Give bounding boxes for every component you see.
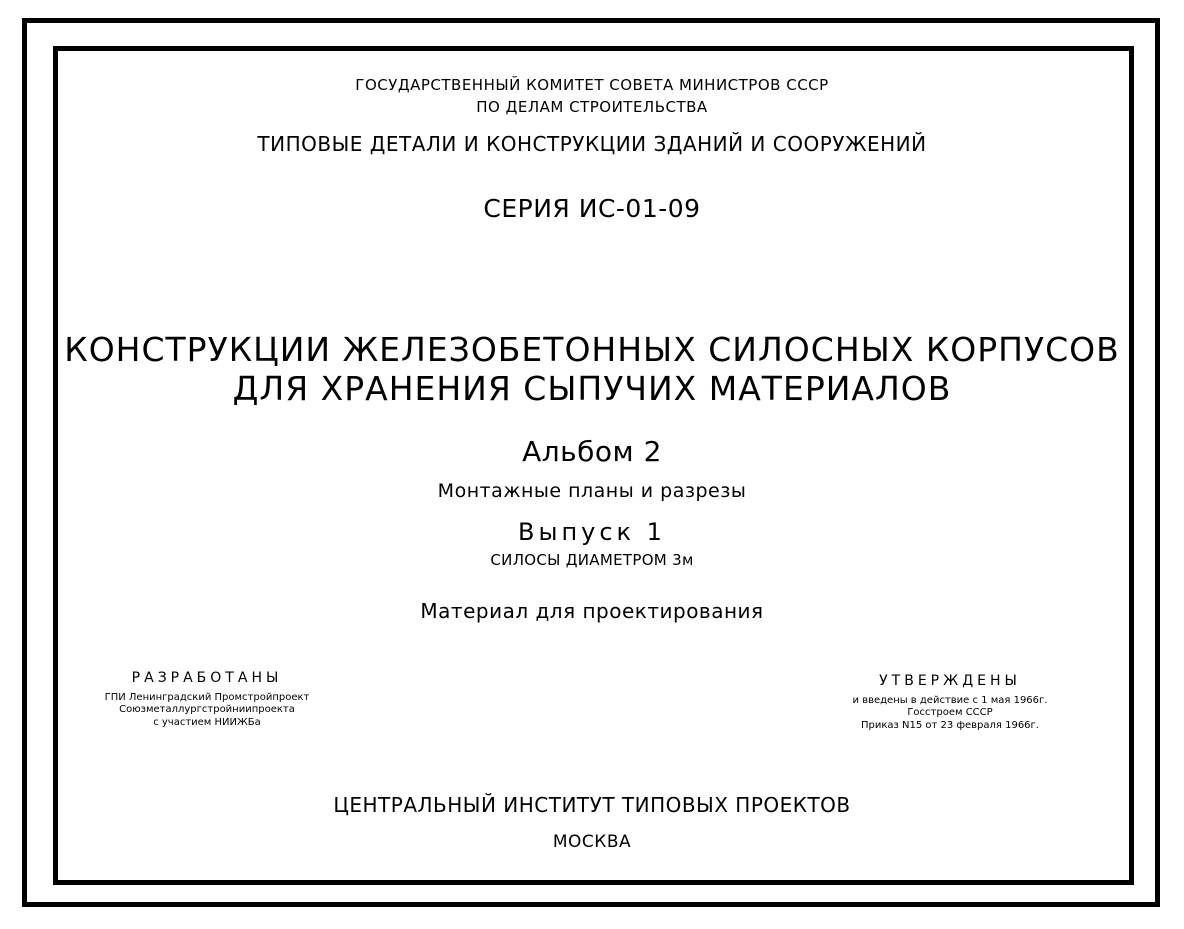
album-label: Альбом 2	[522, 435, 662, 468]
developed-line: ГПИ Ленинградский Промстройпроект	[104, 691, 310, 703]
developed-heading: РАЗРАБОТАНЫ	[131, 670, 283, 686]
publisher-city: МОСКВА	[552, 832, 632, 852]
series-label: СЕРИЯ ИС-01-09	[483, 194, 701, 223]
approved-heading: УТВЕРЖДЕНЫ	[879, 673, 1021, 689]
approved-line: и введены в действие с 1 мая 1966г.	[852, 694, 1048, 706]
approved-line: Госстроем СССР	[907, 707, 993, 718]
album-subtitle: Монтажные планы и разрезы	[437, 480, 747, 502]
approved-by-block	[825, 673, 1075, 732]
approved-line: Приказ N15 от 23 февраля 1966г.	[861, 719, 1039, 731]
material-note: Материал для проектирования	[420, 599, 764, 623]
issue-label: Выпуск 1	[518, 518, 666, 546]
document-title-line-1: КОНСТРУКЦИИ ЖЕЛЕЗОБЕТОННЫХ СИЛОСНЫХ КОРПУСОВ	[64, 330, 1120, 369]
issue-subtitle: СИЛОСЫ ДИАМЕТРОМ 3м	[490, 551, 694, 569]
authority-line-1: ГОСУДАРСТВЕННЫЙ КОМИТЕТ СОВЕТА МИНИСТРОВ СССР	[355, 76, 829, 94]
developed-by-block	[82, 670, 332, 729]
collection-title: ТИПОВЫЕ ДЕТАЛИ И КОНСТРУКЦИИ ЗДАНИЙ И СООРУЖЕНИЙ	[257, 132, 927, 156]
developed-line: с участием НИИЖБа	[153, 716, 261, 728]
developed-line: Союзметаллургстройниипроекта	[119, 704, 295, 715]
publisher-institute: ЦЕНТРАЛЬНЫЙ ИНСТИТУТ ТИПОВЫХ ПРОЕКТОВ	[333, 793, 851, 817]
document-title-line-2: ДЛЯ ХРАНЕНИЯ СЫПУЧИХ МАТЕРИАЛОВ	[232, 369, 952, 408]
authority-line-2: ПО ДЕЛАМ СТРОИТЕЛЬСТВА	[476, 98, 708, 116]
